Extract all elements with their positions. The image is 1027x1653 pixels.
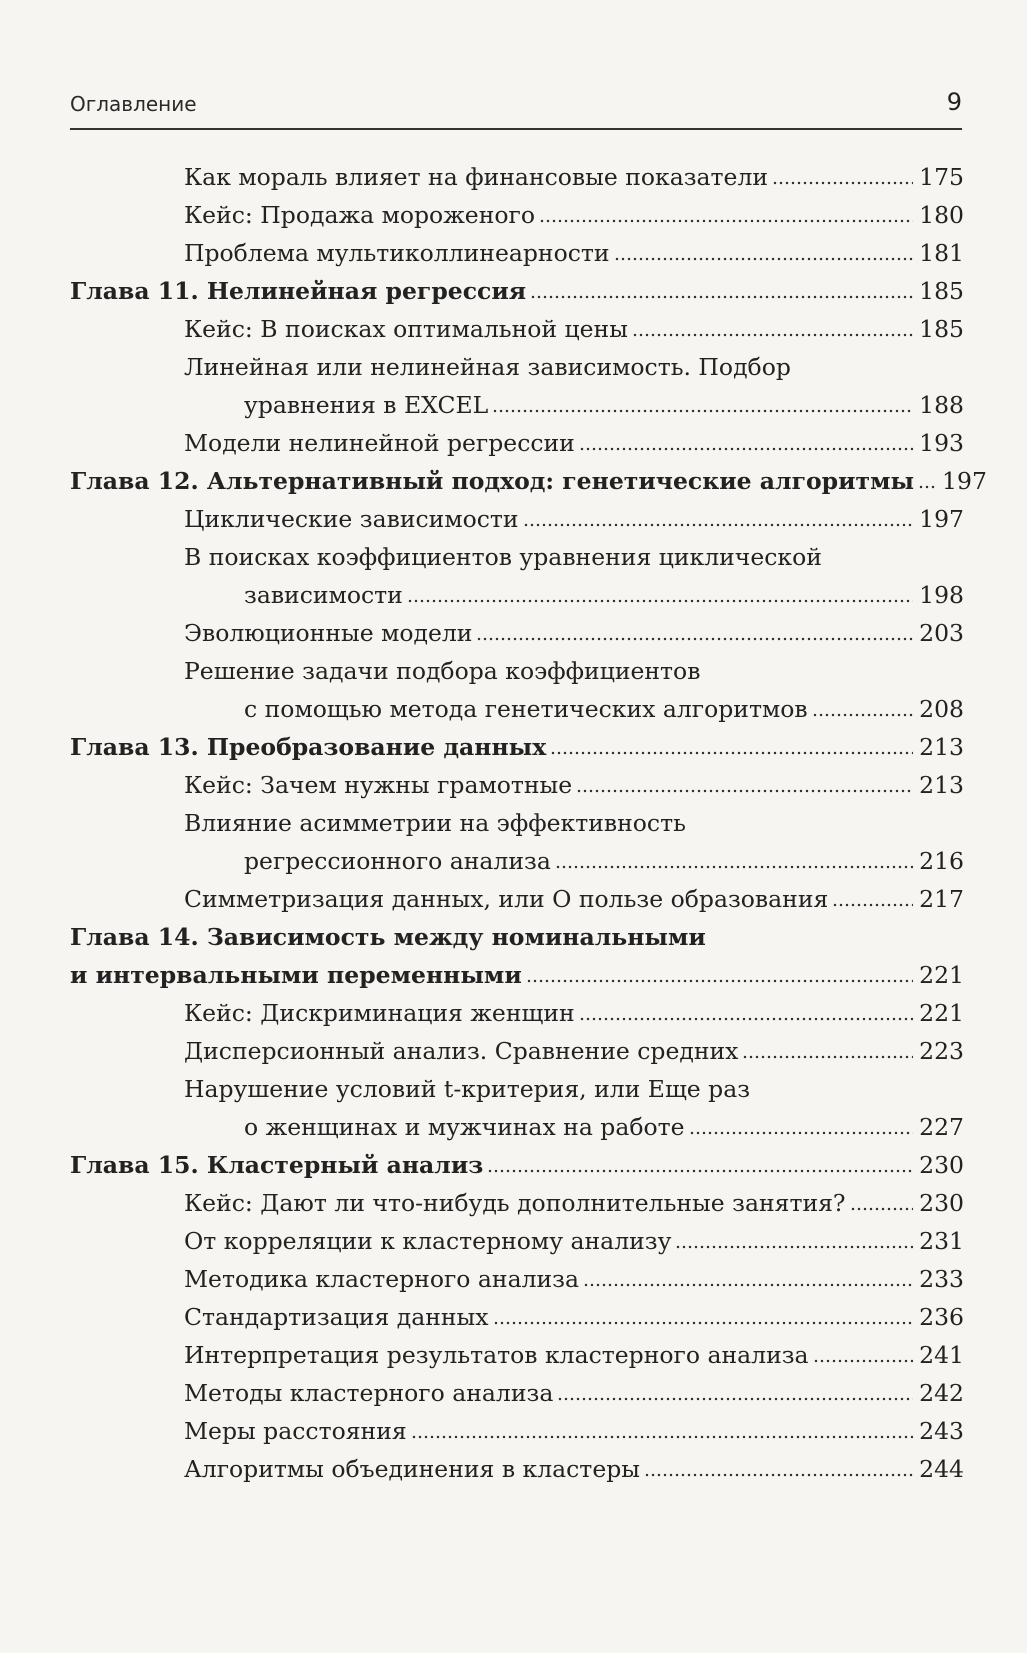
entry-page-number: 233 xyxy=(919,1265,964,1293)
entry-page-number: 213 xyxy=(919,733,964,761)
entry-page-number: 197 xyxy=(942,467,987,495)
section-entry[interactable] xyxy=(70,196,964,234)
entry-page-number: 244 xyxy=(919,1455,964,1483)
section-title: Как мораль влияет на финансовые показатели xyxy=(184,163,769,191)
leader-dots xyxy=(555,862,913,870)
section-title: Интерпретация результатов кластерного анализа xyxy=(184,1341,809,1369)
entry-page-number: 241 xyxy=(919,1341,964,1369)
entry-page-number: 216 xyxy=(919,847,964,875)
chapter-title: Глава 13. Преобразование данных xyxy=(70,733,547,761)
entry-page-number: 242 xyxy=(919,1379,964,1407)
leader-dots xyxy=(689,1128,914,1136)
chapter-title: и интервальными переменными xyxy=(70,961,522,989)
leader-dots xyxy=(614,254,914,262)
section-entry[interactable] xyxy=(70,1336,964,1374)
section-title: Модели нелинейной регрессии xyxy=(184,429,575,457)
entry-page-number: 227 xyxy=(919,1113,964,1141)
chapter-entry[interactable] xyxy=(70,1146,964,1184)
leader-dots xyxy=(675,1242,913,1250)
section-entry[interactable] xyxy=(70,310,964,348)
section-title: Циклические зависимости xyxy=(184,505,519,533)
chapter-title: Глава 15. Кластерный анализ xyxy=(70,1151,484,1179)
section-title-line: Решение задачи подбора коэффициентов xyxy=(184,657,701,685)
leader-dots xyxy=(530,292,913,300)
leader-dots xyxy=(850,1204,914,1212)
section-title: Меры расстояния xyxy=(184,1417,407,1445)
entry-page-number: 197 xyxy=(919,505,964,533)
leader-dots xyxy=(492,406,913,414)
entry-page-number: 188 xyxy=(919,391,964,419)
section-entry[interactable] xyxy=(70,576,964,614)
section-entry[interactable] xyxy=(70,766,964,804)
section-title: Проблема мультиколлинеарности xyxy=(184,239,610,267)
entry-page-number: 221 xyxy=(919,961,964,989)
entry-page-number: 185 xyxy=(919,277,964,305)
leader-dots xyxy=(772,178,913,186)
leader-dots xyxy=(579,1014,913,1022)
leader-dots xyxy=(579,444,913,452)
section-entry[interactable] xyxy=(70,1184,964,1222)
entry-page-number: 223 xyxy=(919,1037,964,1065)
chapter-title: Глава 11. Нелинейная регрессия xyxy=(70,277,527,305)
section-entry[interactable] xyxy=(70,842,964,880)
entry-page-number: 181 xyxy=(919,239,964,267)
section-title: зависимости xyxy=(244,581,403,609)
table-of-contents xyxy=(70,158,987,1488)
leader-dots xyxy=(550,748,913,756)
section-title: Кейс: Дают ли что-нибудь дополнительные занятия? xyxy=(184,1189,846,1217)
section-entry[interactable] xyxy=(70,880,964,918)
section-title: Методы кластерного анализа xyxy=(184,1379,554,1407)
chapter-entry[interactable] xyxy=(70,728,964,766)
section-entry[interactable] xyxy=(70,1222,964,1260)
entry-page-number: 208 xyxy=(919,695,964,723)
leader-dots xyxy=(742,1052,913,1060)
chapter-entry[interactable] xyxy=(70,462,987,500)
entry-page-number: 217 xyxy=(919,885,964,913)
section-title: о женщинах и мужчинах на работе xyxy=(244,1113,685,1141)
section-title-line: Нарушение условий t-критерия, или Еще раз xyxy=(184,1075,751,1103)
entry-page-number: 243 xyxy=(919,1417,964,1445)
section-entry[interactable] xyxy=(70,1032,964,1070)
section-entry[interactable] xyxy=(70,500,964,538)
leader-dots xyxy=(632,330,913,338)
section-entry[interactable] xyxy=(70,994,964,1032)
page-number: 9 xyxy=(946,88,962,116)
leader-dots xyxy=(832,900,913,908)
entry-page-number: 203 xyxy=(919,619,964,647)
section-title-line: В поисках коэффициентов уравнения циклической xyxy=(184,543,822,571)
leader-dots xyxy=(557,1394,913,1402)
section-title: Методика кластерного анализа xyxy=(184,1265,580,1293)
entry-page-number: 231 xyxy=(919,1227,964,1255)
section-title: Симметризация данных, или О пользе образования xyxy=(184,885,829,913)
section-title: Дисперсионный анализ. Сравнение средних xyxy=(184,1037,739,1065)
entry-page-number: 175 xyxy=(919,163,964,191)
section-title: Кейс: Зачем нужны грамотные xyxy=(184,771,573,799)
entry-page-number: 185 xyxy=(919,315,964,343)
leader-dots xyxy=(476,634,913,642)
entry-page-number: 213 xyxy=(919,771,964,799)
section-title: От корреляции к кластерному анализу xyxy=(184,1227,672,1255)
section-entry[interactable] xyxy=(70,158,964,196)
section-title: уравнения в EXCEL xyxy=(244,391,489,419)
leader-dots xyxy=(576,786,913,794)
leader-dots xyxy=(487,1166,913,1174)
entry-page-number: 230 xyxy=(919,1151,964,1179)
leader-dots xyxy=(583,1280,913,1288)
section-entry[interactable] xyxy=(70,1374,964,1412)
section-title: Стандартизация данных xyxy=(184,1303,489,1331)
section-title: с помощью метода генетических алгоритмов xyxy=(244,695,808,723)
entry-page-number: 193 xyxy=(919,429,964,457)
entry-page-number: 198 xyxy=(919,581,964,609)
entry-page-number: 230 xyxy=(919,1189,964,1217)
section-entry[interactable] xyxy=(70,1260,964,1298)
section-entry[interactable] xyxy=(70,386,964,424)
leader-dots xyxy=(813,1356,914,1364)
leader-dots xyxy=(523,520,914,528)
section-title: Алгоритмы объединения в кластеры xyxy=(184,1455,640,1483)
entry-page-number: 236 xyxy=(919,1303,964,1331)
chapter-entry[interactable] xyxy=(70,956,964,994)
section-title: Эволюционные модели xyxy=(184,619,473,647)
header-title: Оглавление xyxy=(70,92,197,116)
section-entry[interactable] xyxy=(70,1450,964,1488)
section-entry[interactable] xyxy=(70,614,964,652)
section-title: Кейс: Дискриминация женщин xyxy=(184,999,575,1027)
entry-page-number: 221 xyxy=(919,999,964,1027)
chapter-title: Глава 12. Альтернативный подход: генетические алгоритмы xyxy=(70,467,915,495)
entry-page-number: 180 xyxy=(919,201,964,229)
leader-dots xyxy=(493,1318,914,1326)
leader-dots xyxy=(407,596,913,604)
section-entry[interactable] xyxy=(70,424,964,462)
section-entry[interactable] xyxy=(70,1298,964,1336)
leader-dots xyxy=(918,482,936,490)
chapter-entry[interactable] xyxy=(70,272,964,310)
leader-dots xyxy=(526,976,913,984)
leader-dots xyxy=(411,1432,913,1440)
section-entry[interactable] xyxy=(70,690,964,728)
section-entry[interactable] xyxy=(70,1108,964,1146)
leader-dots xyxy=(539,216,913,224)
section-title: регрессионного анализа xyxy=(244,847,551,875)
chapter-title-line: Глава 14. Зависимость между номинальными xyxy=(70,923,706,951)
section-entry[interactable] xyxy=(70,234,964,272)
section-title: Кейс: В поисках оптимальной цены xyxy=(184,315,628,343)
leader-dots xyxy=(812,710,914,718)
section-entry[interactable] xyxy=(70,1412,964,1450)
section-title: Кейс: Продажа мороженого xyxy=(184,201,535,229)
running-header xyxy=(70,88,962,130)
section-title-line: Линейная или нелинейная зависимость. Подбор xyxy=(184,353,791,381)
leader-dots xyxy=(644,1470,913,1478)
section-title-line: Влияние асимметрии на эффективность xyxy=(184,809,686,837)
